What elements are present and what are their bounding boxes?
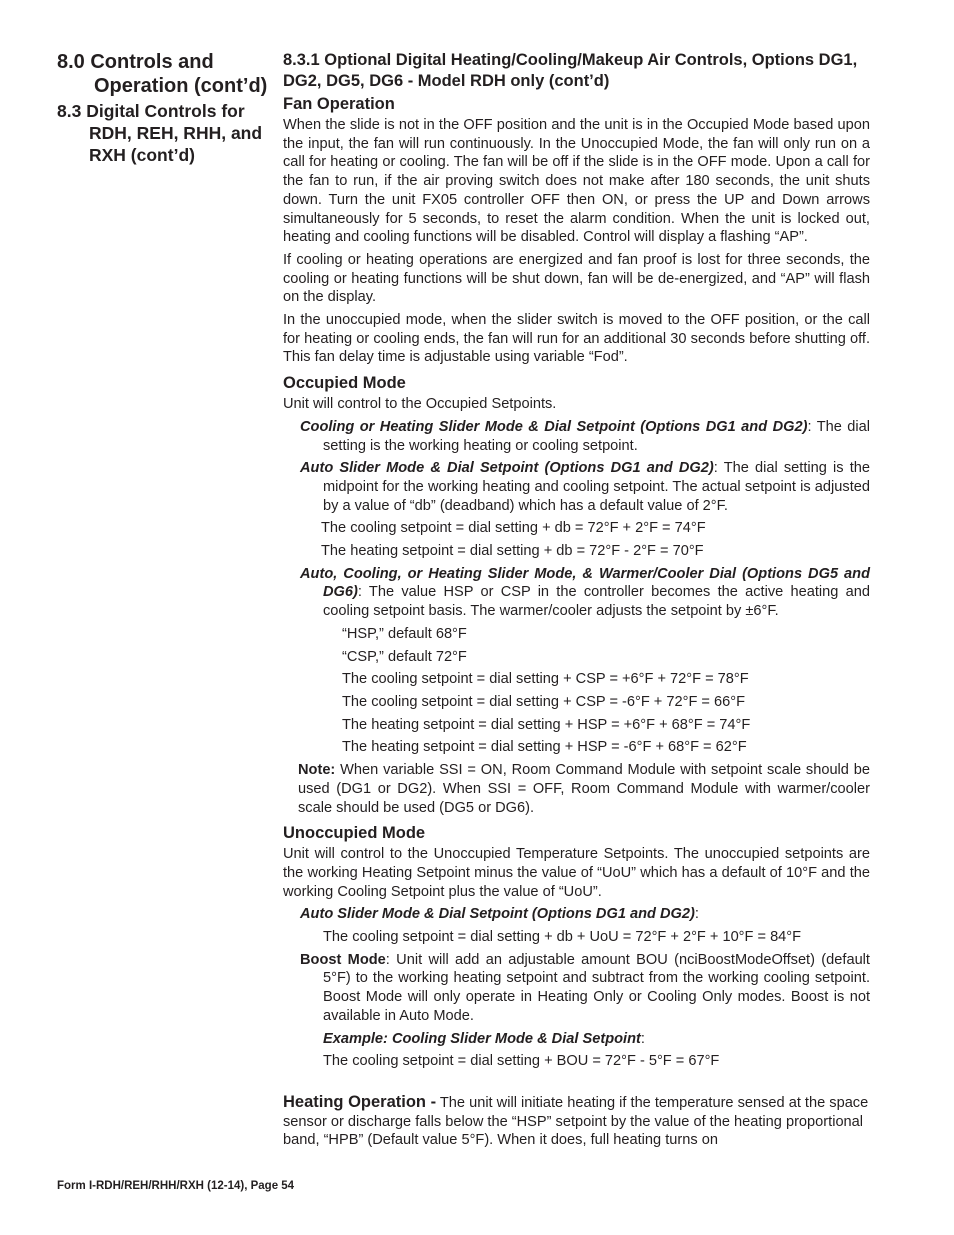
main-content [283, 50, 870, 1154]
occupied-item-3-text: : The value HSP or CSP in the controller becomes the active heating and cooling setpoint basis. The warmer/cooler adjusts the setpoint by ±6°F. [323, 584, 870, 620]
sidebar [57, 50, 272, 166]
occupied-item-3-label: Auto, Cooling, or Heating Slider Mode, & Warmer/Cooler Dial (Options DG5 and DG6) [300, 565, 870, 601]
example-label: Example: Cooling Slider Mode & Dial Setpoint [323, 1030, 641, 1047]
equation-cooling-csp-minus: The cooling setpoint = dial setting + CSP = -6°F + 72°F = 66°F [342, 693, 745, 710]
chapter-heading: 8.0 Controls and Operation (cont’d) [57, 51, 268, 97]
fan-operation-section [283, 94, 870, 367]
example [283, 1030, 870, 1049]
occupied-item-1 [283, 418, 870, 455]
boost-mode-label: Boost Mode [300, 951, 386, 968]
occupied-mode-heading: Occupied Mode [283, 374, 406, 393]
fan-operation-paragraph-1: When the slide is not in the OFF position and the unit is in the Occupied Mode based upon the input, the fan will run continuously. In the Unoccupied Mode, the fan will only run on a call for heating or cooling. The fan will be off if the slide is in the OFF mode. Upon a call for the fan to run, if the air proving switch does not make after 180 seconds, the unit shuts down. Turn the unit FX05 controller OFF then ON, or press the UP and Down arrows simultaneously for 5 seconds, to reset the alarm condition. When the unit is locked out, heating and cooling functions will be disabled. Control will display a flashing “AP”. [283, 117, 870, 246]
unoccupied-mode-heading: Unoccupied Mode [283, 824, 426, 843]
equation-heating-db: The heating setpoint = dial setting + db = 72°F - 2°F = 70°F [321, 543, 704, 560]
note-label: Note: [298, 762, 336, 779]
boost-mode [283, 951, 870, 1026]
equation-heating-hsp-plus: The heating setpoint = dial setting + HSP = +6°F + 68°F = 74°F [342, 716, 751, 733]
example-text: : [640, 1030, 645, 1047]
note [283, 761, 870, 817]
occupied-item-3 [283, 565, 870, 621]
fan-operation-paragraph-2: If cooling or heating operations are energized and fan proof is lost for three seconds, the cooling or heating functions will be shut down, fan will be de-energized, and “AP” will flash on the display. [283, 251, 870, 306]
unoccupied-item-label: Auto Slider Mode & Dial Setpoint (Options DG1 and DG2) [300, 906, 695, 923]
occupied-item-2-text: : The dial setting is the midpoint for the working heating and cooling setpoint. The actual setpoint is adjusted by a value of “db” (deadband) which has a default value of 2°F. [323, 460, 870, 514]
unoccupied-item [283, 905, 870, 924]
note-text: When variable SSI = ON, Room Command Module with setpoint scale should be used (DG1 or DG2). When SSI = OFF, Room Command Module with warmer/cooler scale should be used (DG5 or DG6). [298, 762, 870, 816]
equation-cooling-csp-plus: The cooling setpoint = dial setting + CSP = +6°F + 72°F = 78°F [342, 671, 749, 688]
heating-operation-heading: Heating Operation - [283, 1092, 437, 1111]
equation-unoccupied-cooling: The cooling setpoint = dial setting + db + UoU = 72°F + 2°F + 10°F = 84°F [323, 929, 802, 946]
occupied-item-1-text: : The dial setting is the working heating or cooling setpoint. [323, 418, 870, 454]
fan-operation-paragraph-3: In the unoccupied mode, when the slider switch is moved to the OFF position, or the call for heating or cooling ends, the fan will run for an additional 30 seconds before shutting off. This fan delay time is adjustable using variable “Fod”. [283, 312, 870, 366]
heating-operation [283, 1093, 870, 1150]
unoccupied-item-text: : [694, 906, 699, 923]
fan-operation-heading: Fan Operation [283, 95, 395, 113]
hsp-default: “HSP,” default 68°F [342, 625, 467, 642]
heating-operation-text: The unit will initiate heating if the temperature sensed at the space sensor or discharge falls below the “HSP” setpoint by the value of the heating proportional band, “HPB” (Default value 5°F). When it does, full heating turns on [283, 1094, 869, 1149]
occupied-item-1-label: Cooling or Heating Slider Mode & Dial Setpoint (Options DG1 and DG2) [300, 418, 808, 435]
occupied-item-2-label: Auto Slider Mode & Dial Setpoint (Options DG1 and DG2) [300, 460, 714, 477]
unoccupied-mode-intro: Unit will control to the Unoccupied Temperature Setpoints. The unoccupied setpoints are the working Heating Setpoint minus the value of “UoU” which has a default of 10°F and the working Cooling Setpoint plus the value of “UoU”. [283, 846, 870, 900]
occupied-item-2 [283, 459, 870, 515]
occupied-mode-section [283, 373, 870, 817]
occupied-mode-intro: Unit will control to the Occupied Setpoints. [283, 396, 557, 413]
csp-default: “CSP,” default 72°F [342, 648, 467, 665]
section-heading: 8.3 Digital Controls for RDH, REH, RHH, and RXH (cont’d) [57, 101, 263, 165]
equation-boost: The cooling setpoint = dial setting + BOU = 72°F - 5°F = 67°F [323, 1053, 720, 1070]
page-footer: Form I-RDH/REH/RHH/RXH (12-14), Page 54 [57, 1180, 295, 1192]
unoccupied-mode-section [283, 823, 870, 1071]
boost-mode-text: : Unit will add an adjustable amount BOU (nciBoostModeOffset) (default 5°F) to the working heating setpoint and subtract from the working cooling setpoint. Boost Mode will only operate in Heating Only or Cooling Only modes. Boost is not available in Auto Mode. [323, 951, 870, 1024]
equation-heating-hsp-minus: The heating setpoint = dial setting + HSP = -6°F + 68°F = 62°F [342, 739, 747, 756]
equation-cooling-db: The cooling setpoint = dial setting + db = 72°F + 2°F = 74°F [321, 520, 706, 537]
subsection-title: 8.3.1 Optional Digital Heating/Cooling/Makeup Air Controls, Options DG1, DG2, DG5, DG6 - Model RDH only (cont’d) [283, 51, 858, 90]
